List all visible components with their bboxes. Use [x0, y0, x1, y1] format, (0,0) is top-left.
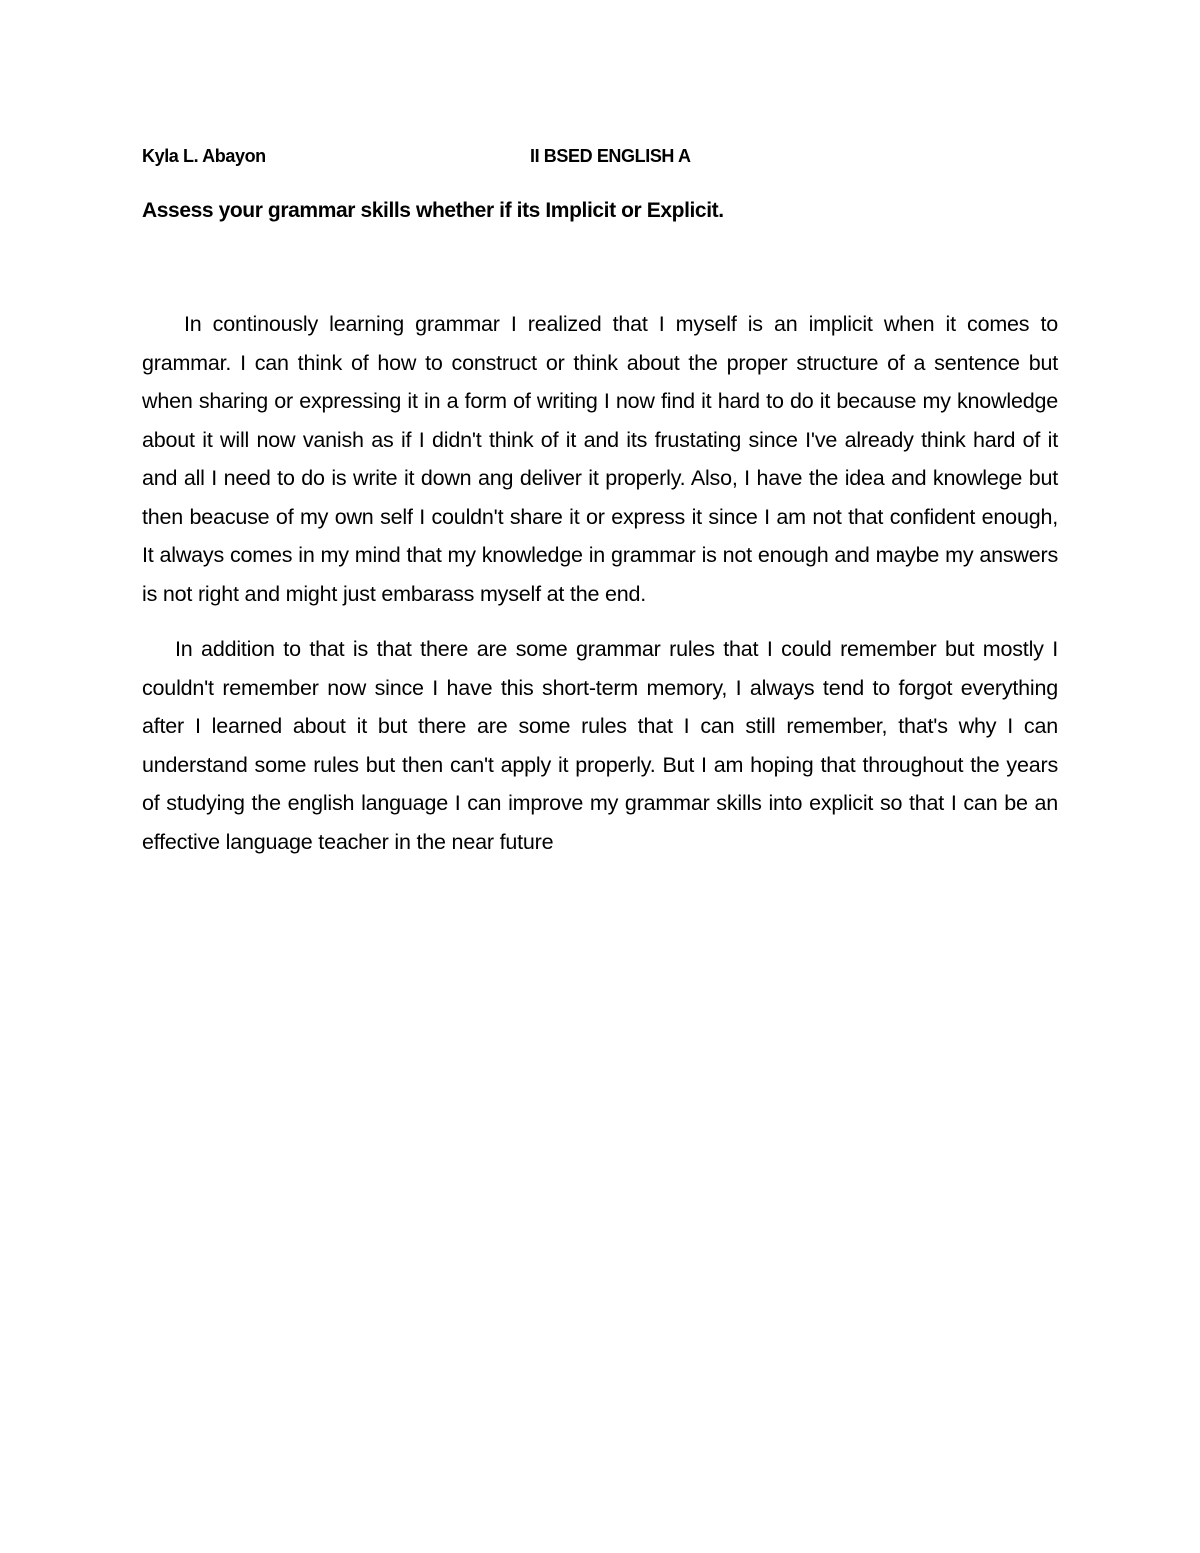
- student-name: Kyla L. Abayon: [142, 146, 266, 166]
- essay-body: [142, 305, 1058, 878]
- essay-paragraph: In addition to that is that there are some grammar rules that I could remember but mostly I couldn't remember now since I have this short-term memory, I always tend to forgot everything after I learned about it but there are some rules that I can still remember, that's why I can understand some rules but then can't apply it properly. But I am hoping that throughout the years of studying the english language I can improve my grammar skills into explicit so that I can be an effective language teacher in the near future: [142, 637, 1058, 854]
- course-section: II BSED ENGLISH A: [530, 146, 691, 166]
- essay-paragraph: In continously learning grammar I realized that I myself is an implicit when it comes to grammar. I can think of how to construct or think about the proper structure of a sentence but when sharing or expressing it in a form of writing I now find it hard to do it because my knowledge about it will now vanish as if I didn't think of it and its frustating since I've already think hard of it and all I need to do is write it down ang deliver it properly. Also, I have the idea and knowlege but then beacuse of my own self I couldn't share it or express it since I am not that confident enough, It always comes in my mind that my knowledge in grammar is not enough and maybe my answers is not right and might just embarass myself at the end.: [142, 312, 1058, 606]
- document-header: [142, 146, 1058, 170]
- assignment-prompt: Assess your grammar skills whether if its Implicit or Explicit.: [142, 199, 724, 222]
